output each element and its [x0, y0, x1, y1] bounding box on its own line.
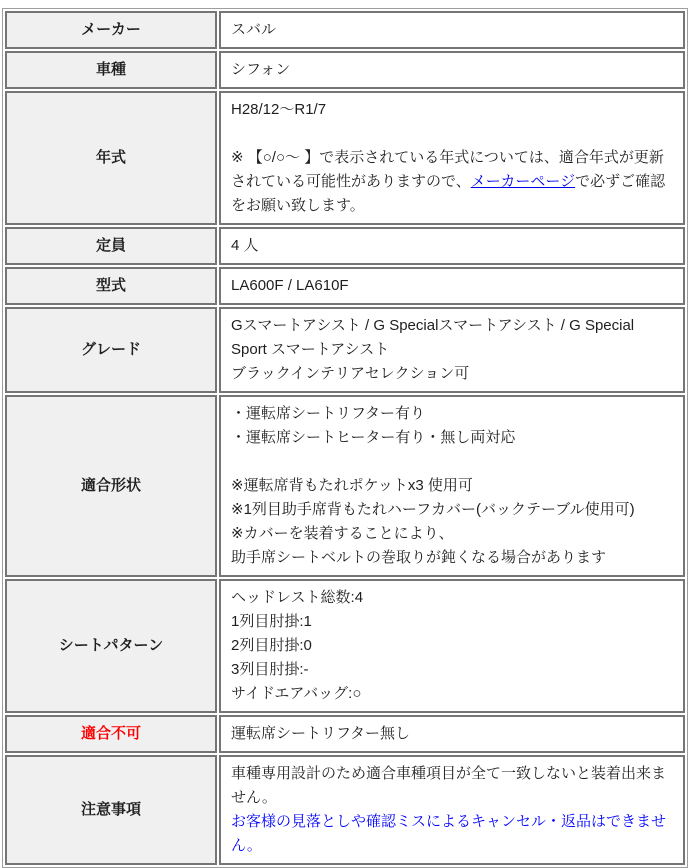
table-row-model-code — [5, 267, 685, 305]
row-label-text: 型式 — [95, 277, 126, 294]
value-line — [231, 58, 673, 82]
row-value-model-code — [219, 267, 685, 305]
text-segment: ※ 【○/○〜 】で表示されている年式については、適合年式が更新されている可能性がありますので、 — [231, 149, 664, 190]
table-row-maker — [5, 11, 685, 49]
text-segment: 車種専用設計のため適合車種項目が全て一致しないと装着出来ません。 — [231, 765, 667, 806]
text-segment: お客様の見落としや確認ミスによるキャンセル・返品はできません。 — [231, 813, 667, 854]
table-row-seat-pattern — [5, 579, 685, 713]
row-label-not-compatible — [5, 715, 217, 753]
row-label-text: 適合不可 — [80, 725, 141, 742]
text-segment: シフォン — [231, 61, 291, 78]
text-segment: H28/12〜R1/7 — [231, 101, 327, 118]
text-segment: 助手席シートベルトの巻取りが鈍くなる場合があります — [231, 549, 607, 566]
row-value-maker — [219, 11, 685, 49]
row-label-fit-shape — [5, 395, 217, 577]
text-segment: ※1列目助手席背もたれハーフカバー(バックテーブル使用可) — [231, 501, 635, 518]
table-row-not-compatible — [5, 715, 685, 753]
value-line — [231, 586, 673, 610]
text-segment: ※運転席背もたれポケットx3 使用可 — [231, 477, 473, 494]
table-row-fit-shape — [5, 395, 685, 577]
blank-line — [231, 122, 673, 146]
text-segment: ヘッドレスト総数:4 — [231, 589, 364, 606]
text-segment: ※カバーを装着することにより、 — [231, 525, 454, 542]
row-value-fit-shape — [219, 395, 685, 577]
row-label-year — [5, 91, 217, 225]
row-label-seat-pattern — [5, 579, 217, 713]
text-segment: ・運転席シートヒーター有り・無し両対応 — [231, 429, 516, 446]
text-segment: 3列目肘掛:- — [231, 661, 309, 678]
value-line — [231, 522, 673, 546]
table-row-capacity — [5, 227, 685, 265]
table-row-model — [5, 51, 685, 89]
row-label-text: 定員 — [95, 237, 126, 254]
value-line — [231, 18, 673, 42]
value-line — [231, 682, 673, 706]
row-value-not-compatible — [219, 715, 685, 753]
value-line — [231, 402, 673, 426]
row-value-seat-pattern — [219, 579, 685, 713]
row-value-model — [219, 51, 685, 89]
row-label-grade — [5, 307, 217, 393]
row-label-capacity — [5, 227, 217, 265]
text-segment: で必ずご確認をお願い致します。 — [231, 173, 666, 214]
row-label-text: 年式 — [95, 149, 126, 166]
value-line — [231, 426, 673, 450]
table-row-grade — [5, 307, 685, 393]
text-segment: LA600F / LA610F — [231, 277, 349, 294]
value-line — [231, 98, 673, 122]
row-label-text: 適合形状 — [80, 477, 141, 494]
text-segment: 1列目肘掛:1 — [231, 613, 312, 630]
value-line — [231, 362, 673, 386]
vehicle-compatibility-table — [2, 8, 688, 868]
value-line — [231, 498, 673, 522]
value-line — [231, 810, 673, 858]
value-line — [231, 762, 673, 810]
row-label-model-code — [5, 267, 217, 305]
value-line — [231, 658, 673, 682]
text-segment: ブラックインテリアセレクション可 — [231, 365, 470, 382]
text-segment: 運転席シートリフター無し — [231, 725, 410, 742]
row-value-capacity — [219, 227, 685, 265]
row-label-text: 注意事項 — [80, 801, 141, 818]
row-value-year — [219, 91, 685, 225]
value-line — [231, 610, 673, 634]
text-segment: ・運転席シートリフター有り — [231, 405, 425, 422]
table-body — [5, 11, 685, 865]
value-line — [231, 234, 673, 258]
table-row-year — [5, 91, 685, 225]
text-segment: Gスマートアシスト / G Specialスマートアシスト / G Special Sport スマートアシスト — [231, 317, 635, 358]
row-value-grade — [219, 307, 685, 393]
row-label-maker — [5, 11, 217, 49]
value-line — [231, 634, 673, 658]
value-line — [231, 474, 673, 498]
blank-line — [231, 450, 673, 474]
row-label-text: メーカー — [81, 21, 141, 38]
row-label-text: シートパターン — [58, 637, 164, 654]
value-line — [231, 146, 673, 218]
value-line — [231, 546, 673, 570]
text-segment: スバル — [231, 21, 277, 38]
value-line — [231, 314, 673, 362]
value-line — [231, 722, 673, 746]
text-segment: 4 人 — [231, 237, 259, 254]
row-label-text: 車種 — [95, 61, 126, 78]
value-line — [231, 274, 673, 298]
row-label-model — [5, 51, 217, 89]
row-label-text: グレード — [80, 341, 141, 358]
text-segment: 2列目肘掛:0 — [231, 637, 312, 654]
text-segment: サイドエアバッグ:○ — [231, 685, 362, 702]
maker-page-link[interactable]: メーカーページ — [470, 173, 576, 190]
